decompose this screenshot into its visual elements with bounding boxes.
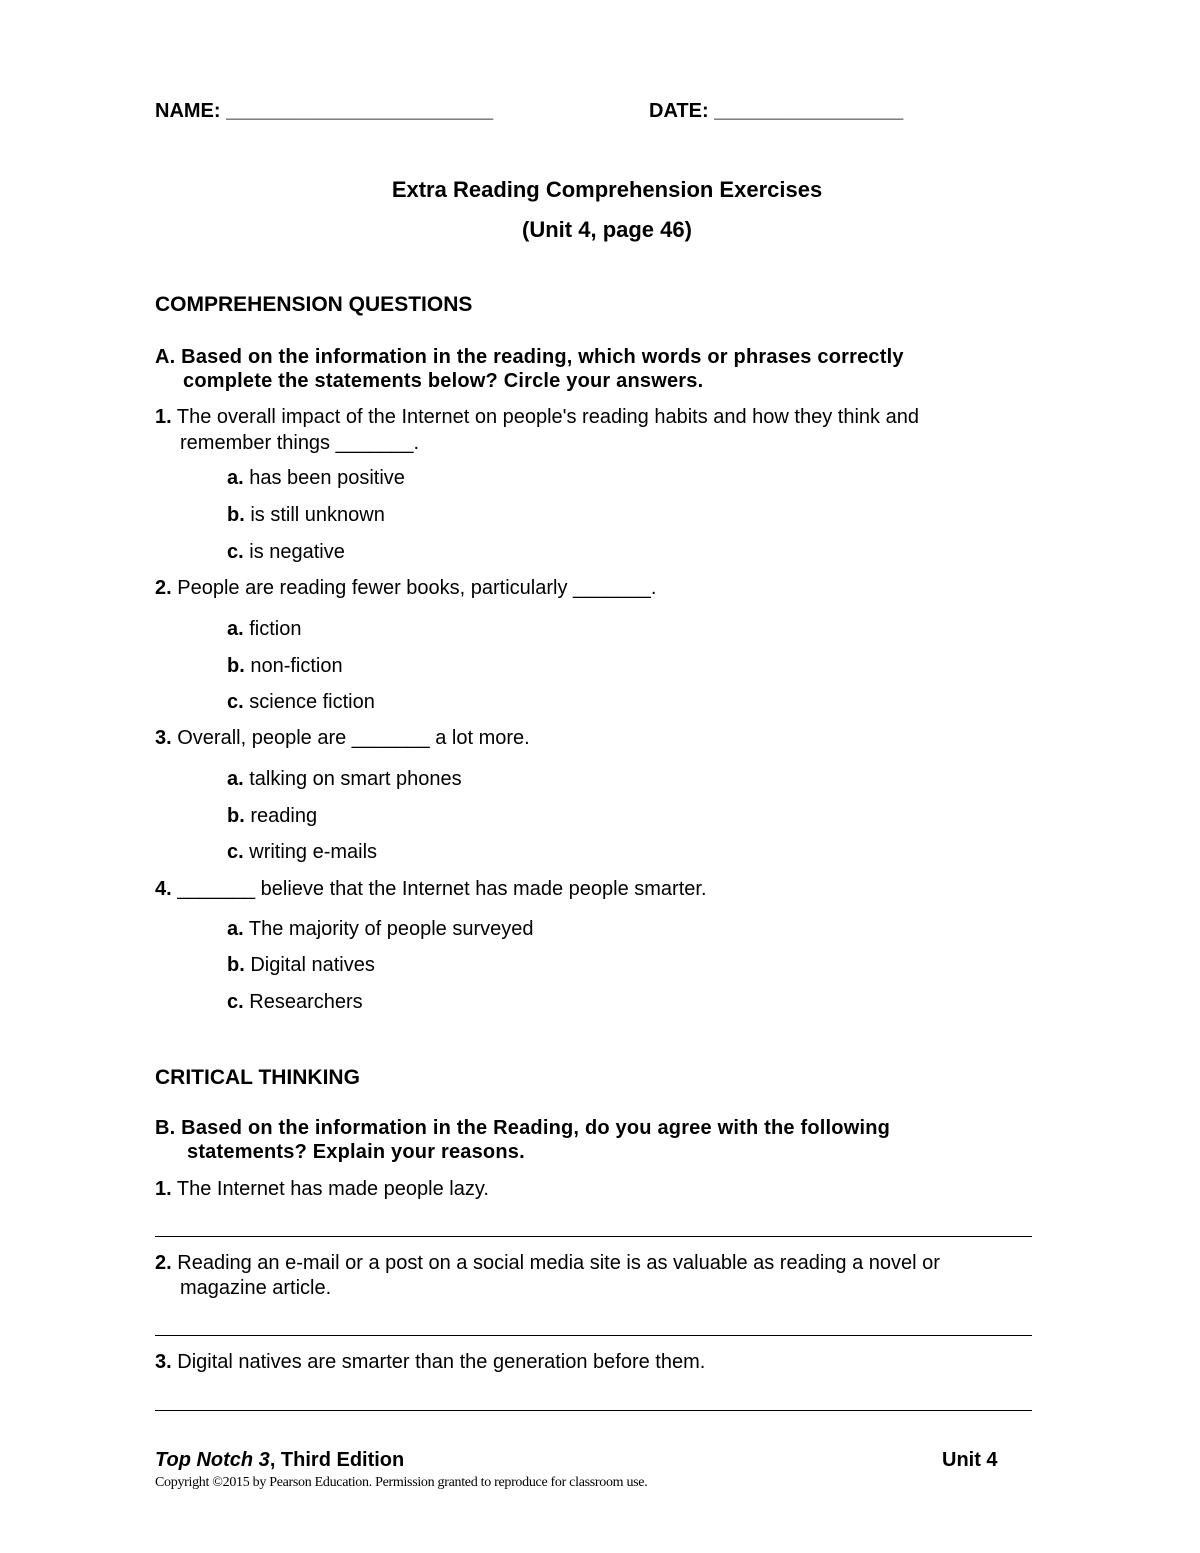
question-text: The overall impact of the Internet on people's reading habits and how they think and — [176, 406, 919, 428]
statement-text: Reading an e-mail or a post on a social media site is as valuable as reading a novel or — [177, 1252, 940, 1274]
option-text: Digital natives — [250, 954, 375, 976]
question-number: 1. — [155, 406, 172, 428]
option-text: is still unknown — [250, 504, 385, 526]
statement-number: 1. — [155, 1178, 172, 1200]
option-letter: b. — [227, 805, 245, 827]
option[interactable] — [227, 504, 385, 527]
option-letter: b. — [227, 504, 245, 526]
section-a-instruction-cont: complete the statements below? Circle your answers. — [183, 370, 704, 392]
option-letter: a. — [227, 467, 244, 489]
date-field[interactable] — [649, 100, 903, 123]
footer-copyright: Copyright ©2015 by Pearson Education. Permission granted to reproduce for classroom use. — [155, 1475, 648, 1490]
answer-line-1[interactable] — [155, 1236, 1032, 1237]
option-letter: c. — [227, 691, 244, 713]
statement-3 — [155, 1351, 705, 1374]
question-text: People are reading fewer books, particularly _______. — [177, 577, 657, 599]
option-text: writing e-mails — [249, 841, 378, 863]
option-text: science fiction — [249, 691, 375, 713]
footer-unit: Unit 4 — [942, 1449, 998, 1471]
option[interactable] — [227, 691, 375, 714]
statement-text: Digital natives are smarter than the generation before them. — [177, 1351, 706, 1373]
instruction-text: Based on the information in the reading, which words or phrases correctly — [181, 346, 904, 368]
option-letter: c. — [227, 841, 244, 863]
date-label: DATE: — [649, 100, 709, 122]
statement-2-cont: magazine article. — [180, 1277, 332, 1299]
date-blank[interactable]: _________________ — [714, 100, 904, 122]
statement-number: 2. — [155, 1252, 172, 1274]
statement-text: The Internet has made people lazy. — [176, 1178, 489, 1200]
option[interactable] — [227, 541, 345, 564]
statement-2 — [155, 1252, 940, 1275]
option[interactable] — [227, 618, 302, 641]
book-title-italic: Top Notch 3 — [155, 1449, 270, 1471]
question-3 — [155, 727, 530, 750]
option-letter: a. — [227, 618, 244, 640]
answer-line-2[interactable] — [155, 1335, 1032, 1336]
section-b-instruction — [155, 1117, 890, 1140]
option-text: has been positive — [249, 467, 405, 489]
option[interactable] — [227, 954, 375, 977]
name-label: NAME: — [155, 100, 221, 122]
book-edition: , Third Edition — [269, 1449, 405, 1471]
option-letter: c. — [227, 991, 244, 1013]
section-b-instruction-cont: statements? Explain your reasons. — [187, 1141, 525, 1163]
question-number: 2. — [155, 577, 172, 599]
question-1 — [155, 406, 919, 429]
option-text: fiction — [249, 618, 302, 640]
option[interactable] — [227, 918, 533, 941]
instruction-letter: B. — [155, 1117, 176, 1139]
page-title: Extra Reading Comprehension Exercises — [391, 177, 823, 202]
page-subtitle: (Unit 4, page 46) — [522, 217, 692, 242]
question-4 — [155, 878, 707, 901]
question-text: _______ believe that the Internet has made people smarter. — [177, 878, 707, 900]
option-text: reading — [250, 805, 318, 827]
question-number: 3. — [155, 727, 172, 749]
option[interactable] — [227, 991, 363, 1014]
statement-1 — [155, 1178, 489, 1201]
option-text: talking on smart phones — [249, 768, 462, 790]
option-text: non-fiction — [250, 655, 343, 677]
option[interactable] — [227, 655, 343, 678]
instruction-letter: A. — [155, 346, 176, 368]
section-a-instruction — [155, 346, 904, 369]
option-letter: b. — [227, 655, 245, 677]
option-letter: a. — [227, 918, 244, 940]
question-number: 4. — [155, 878, 172, 900]
option-text: Researchers — [249, 991, 363, 1013]
option-text: The majority of people surveyed — [248, 918, 534, 940]
option-letter: c. — [227, 541, 244, 563]
answer-line-3[interactable] — [155, 1410, 1032, 1411]
footer-book-title — [155, 1449, 404, 1472]
option[interactable] — [227, 768, 462, 791]
option-letter: b. — [227, 954, 245, 976]
instruction-text: Based on the information in the Reading, do you agree with the following — [181, 1117, 891, 1139]
option[interactable] — [227, 467, 405, 490]
question-2 — [155, 577, 656, 600]
option[interactable] — [227, 805, 317, 828]
question-1-cont: remember things _______. — [180, 432, 420, 454]
section-b-heading: CRITICAL THINKING — [155, 1066, 360, 1089]
option-text: is negative — [249, 541, 345, 563]
section-a-heading: COMPREHENSION QUESTIONS — [155, 293, 473, 316]
statement-number: 3. — [155, 1351, 172, 1373]
question-text: Overall, people are _______ a lot more. — [177, 727, 530, 749]
name-blank[interactable]: ________________________ — [226, 100, 494, 122]
option-letter: a. — [227, 768, 244, 790]
option[interactable] — [227, 841, 377, 864]
name-field[interactable] — [155, 100, 493, 123]
